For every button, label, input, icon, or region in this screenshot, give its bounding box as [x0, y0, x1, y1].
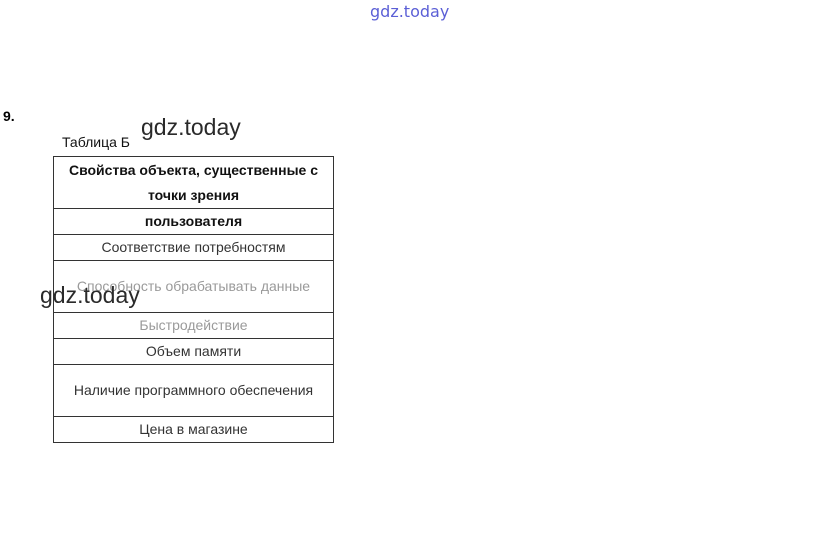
- table-row: [54, 313, 334, 339]
- table-cell: Способность обрабатывать данные: [54, 261, 334, 313]
- table-header-row: [54, 209, 334, 235]
- table-row: [54, 417, 334, 443]
- table-header-cell: пользователя: [54, 209, 334, 235]
- table-header-row: [54, 157, 334, 209]
- table-cell: Цена в магазине: [54, 417, 334, 443]
- watermark-middle: gdz.today: [40, 282, 140, 308]
- watermark-caption: gdz.today: [141, 114, 241, 140]
- table-row: [54, 365, 334, 417]
- task-number: 9.: [3, 108, 15, 124]
- table-cell: Наличие программного обеспечения: [54, 365, 334, 417]
- watermark-top: gdz.today: [370, 2, 450, 21]
- table-cell: Быстродействие: [54, 313, 334, 339]
- table-caption: Таблица Б: [62, 134, 130, 150]
- table-row: [54, 339, 334, 365]
- table-row: [54, 235, 334, 261]
- table-cell: Объем памяти: [54, 339, 334, 365]
- table-cell: Соответствие потребностям: [54, 235, 334, 261]
- table-header-cell: Свойства объекта, существенные с точки зрения: [54, 157, 334, 209]
